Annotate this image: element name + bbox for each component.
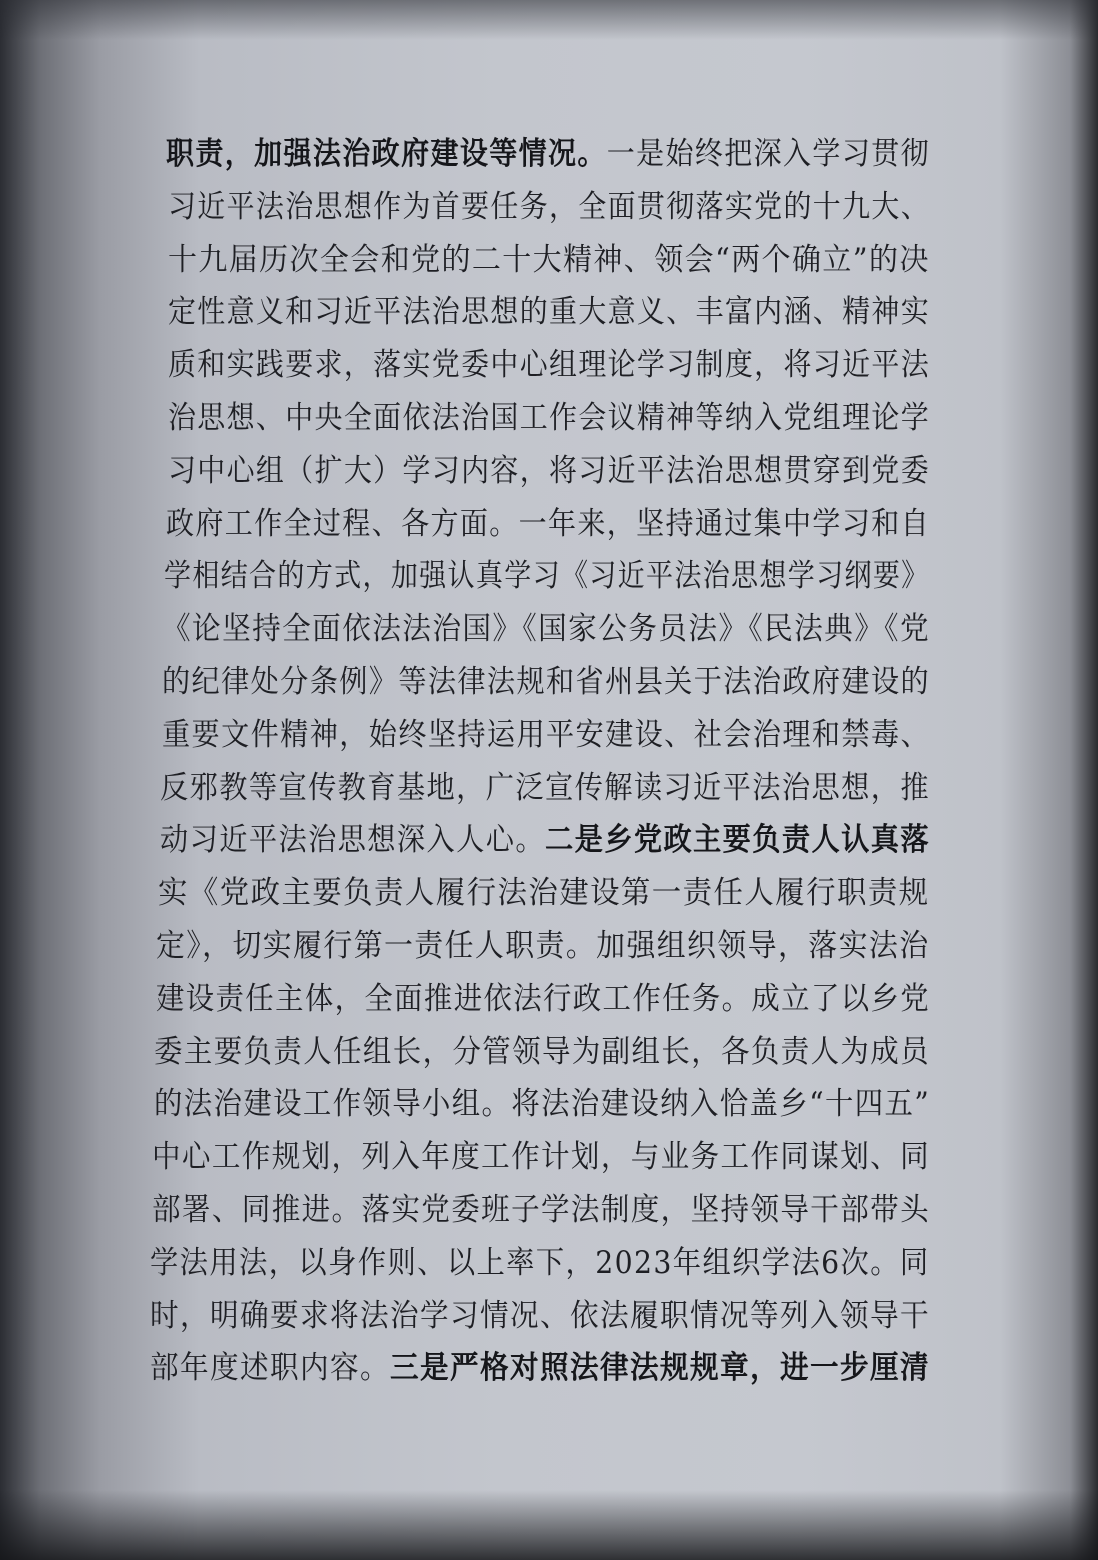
text-segment: 的纪律处分条例》等法律法规和省州县关于法治政府建设的: [162, 663, 931, 700]
text-segment: 动习近平法治思想深入人心。: [160, 822, 545, 859]
text-line: [168, 339, 930, 392]
text-line: [164, 550, 930, 603]
text-line: [166, 128, 930, 181]
text-segment: 十九届历次全会和党的二十大精神、领会“两个确立”的决: [168, 241, 930, 278]
text-line: [156, 920, 930, 973]
text-segment: 质和实践要求，落实党委中心组理论学习制度，将习近平法: [168, 347, 931, 384]
text-line: [168, 234, 930, 287]
text-line: [166, 498, 930, 551]
body-text: [150, 128, 950, 1395]
text-segment: 习近平法治思想作为首要任务，全面贯彻落实党的十九大、: [168, 188, 931, 225]
text-segment: 治思想、中央全面依法治国工作会议精神等纳入党组理论学: [168, 399, 931, 436]
text-line: [162, 709, 930, 762]
text-line: [150, 1290, 930, 1343]
text-segment: 重要文件精神，始终坚持运用平安建设、社会治理和禁毒、: [162, 716, 931, 753]
text-segment: 时，明确要求将法治学习情况、依法履职情况等列入领导干: [150, 1297, 931, 1334]
emphasis-segment: 二是乡党政主要负责人认真落: [544, 822, 930, 859]
text-segment: 部署、同推进。落实党委班子学法制度，坚持领导干部带头: [152, 1191, 930, 1228]
text-segment: 《论坚持全面依法法治国》《国家公务员法》《民法典》《党: [162, 611, 931, 648]
text-line: [154, 1078, 930, 1131]
text-line: [158, 867, 930, 920]
emphasis-segment: 职责，加强法治政府建设等情况。: [166, 136, 607, 172]
text-segment: 习中心组（扩大）学习内容，将习近平法治思想贯穿到党委: [168, 452, 931, 489]
text-line: [156, 973, 930, 1026]
text-line: [168, 286, 930, 339]
text-segment: 学相结合的方式，加强认真学习《习近平法治思想学习纲要》: [164, 558, 930, 595]
text-line: [168, 392, 930, 445]
text-segment: 定性意义和习近平法治思想的重大意义、丰富内涵、精神实: [168, 294, 931, 331]
text-segment: 反邪教等宣传教育基地，广泛宣传解读习近平法治思想，推: [160, 769, 930, 806]
text-line: [160, 762, 930, 815]
text-line: [150, 1237, 930, 1290]
text-line: [152, 1184, 930, 1237]
text-line: [168, 181, 930, 234]
text-segment: 建设责任主体，全面推进依法行政工作任务。成立了以乡党: [156, 980, 931, 1017]
text-line: [154, 1026, 930, 1079]
text-segment: 委主要负责人任组长，分管领导为副组长，各负责人为成员: [154, 1033, 930, 1070]
emphasis-segment: 三是严格对照法律法规规章，进一步厘清: [390, 1350, 931, 1387]
text-line: [160, 814, 930, 867]
text-line: [168, 445, 930, 498]
text-line: [152, 1131, 930, 1184]
text-segment: 实《党政主要负责人履行法治建设第一责任人履行职责规: [158, 875, 930, 912]
text-line: [162, 603, 930, 656]
text-segment: 中心工作规划，列入年度工作计划，与业务工作同谋划、同: [152, 1139, 930, 1176]
text-segment: 政府工作全过程、各方面。一年来，坚持通过集中学习和自: [166, 505, 930, 542]
text-segment: 部年度述职内容。: [150, 1350, 391, 1387]
text-line: [162, 656, 930, 709]
text-line: [150, 1342, 930, 1395]
text-segment: 的法治建设工作领导小组。将法治建设纳入恰盖乡“十四五”: [154, 1086, 931, 1123]
text-segment: 定》，切实履行第一责任人职责。加强组织领导，落实法治: [156, 927, 930, 964]
text-segment: 一是始终把深入学习贯彻: [606, 136, 930, 172]
text-segment: 学法用法，以身作则、以上率下，2023年组织学法6次。同: [150, 1244, 930, 1281]
